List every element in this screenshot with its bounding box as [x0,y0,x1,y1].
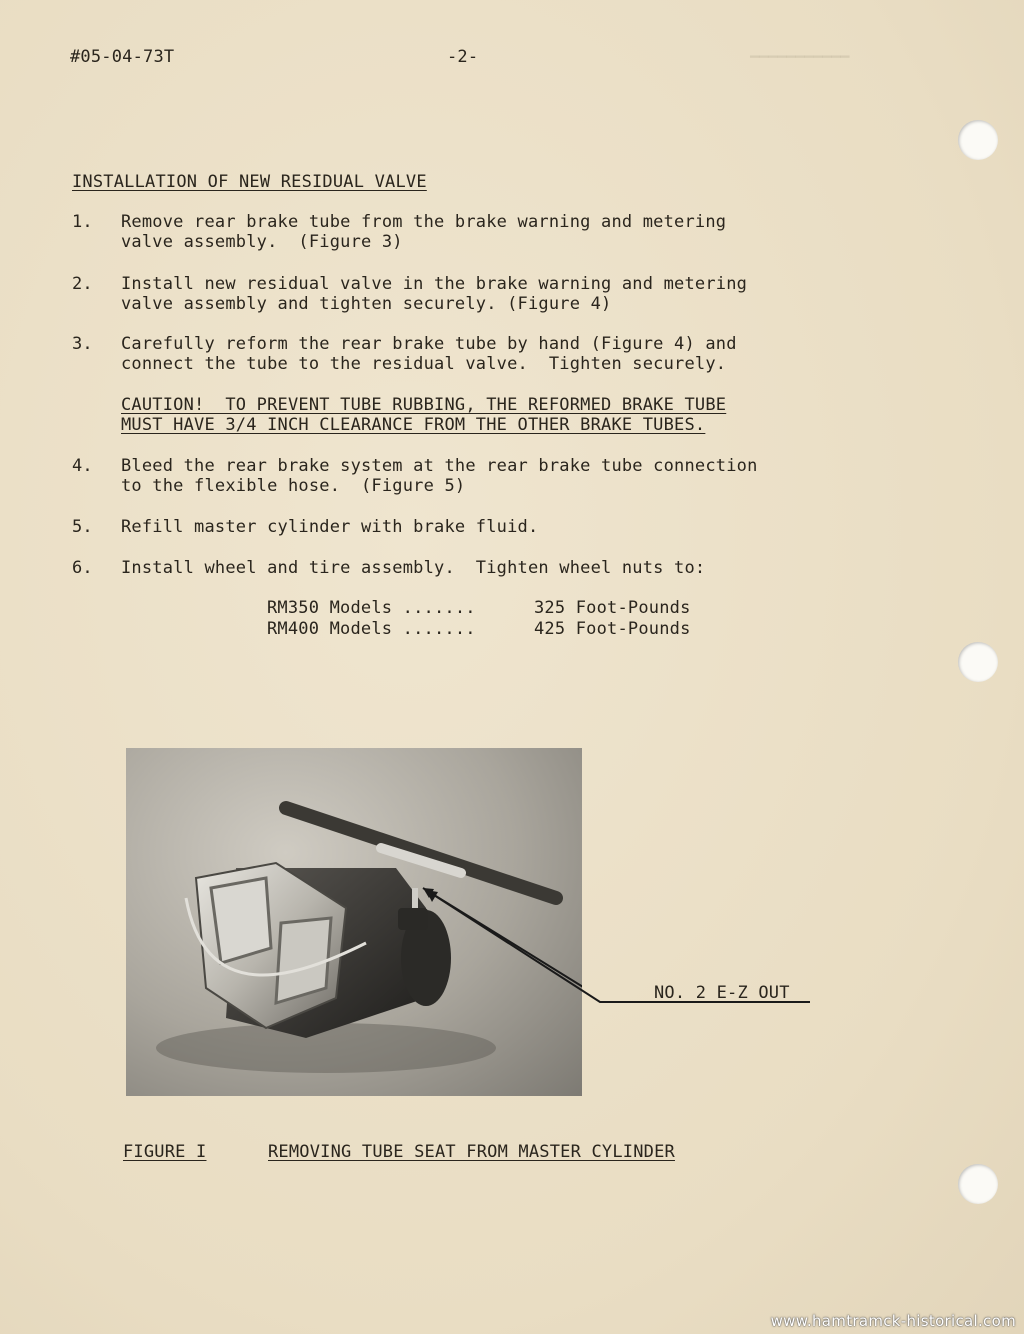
document-number: #05-04-73T [70,47,175,67]
step-text-line: Install wheel and tire assembly. Tighten wheel nuts to: [121,558,706,578]
step-text-line: Bleed the rear brake system at the rear brake tube connection [121,456,758,476]
caution-line: MUST HAVE 3/4 INCH CLEARANCE FROM THE OTHER BRAKE TUBES. [121,415,706,435]
punch-hole-bottom [958,1164,998,1204]
step-text-line: Carefully reform the rear brake tube by hand (Figure 4) and [121,334,737,354]
callout-label: NO. 2 E-Z OUT [654,983,790,1003]
step-text-line: Refill master cylinder with brake fluid. [121,517,539,537]
torque-value: 325 Foot-Pounds [534,598,691,618]
caution-line: CAUTION! TO PREVENT TUBE RUBBING, THE REFORMED BRAKE TUBE [121,395,727,415]
step-number: 3. [72,334,93,354]
step-text-line: valve assembly and tighten securely. (Figure 4) [121,294,612,314]
torque-model: RM400 Models ....... [267,619,476,639]
torque-value: 425 Foot-Pounds [534,619,691,639]
step-text-line: connect the tube to the residual valve. Tighten securely. [121,354,727,374]
punch-hole-top [958,120,998,160]
page-number: -2- [447,47,479,67]
step-number: 4. [72,456,93,476]
figure-caption: REMOVING TUBE SEAT FROM MASTER CYLINDER [268,1142,675,1162]
step-text-line: to the flexible hose. (Figure 5) [121,476,466,496]
step-text-line: Remove rear brake tube from the brake warning and metering [121,212,727,232]
step-text-line: valve assembly. (Figure 3) [121,232,403,252]
step-number: 2. [72,274,93,294]
punch-hole-middle [958,642,998,682]
step-number: 1. [72,212,93,232]
section-title: INSTALLATION OF NEW RESIDUAL VALVE [72,172,427,192]
step-number: 6. [72,558,93,578]
figure-label: FIGURE I [123,1142,207,1162]
torque-model: RM350 Models ....... [267,598,476,618]
step-text-line: Install new residual valve in the brake warning and metering [121,274,748,294]
bleed-through-text: ▁▁▁▁▁▁▁▁▁▁▁ [750,40,850,58]
watermark: www.hamtramck-historical.com [770,1312,1016,1330]
step-number: 5. [72,517,93,537]
